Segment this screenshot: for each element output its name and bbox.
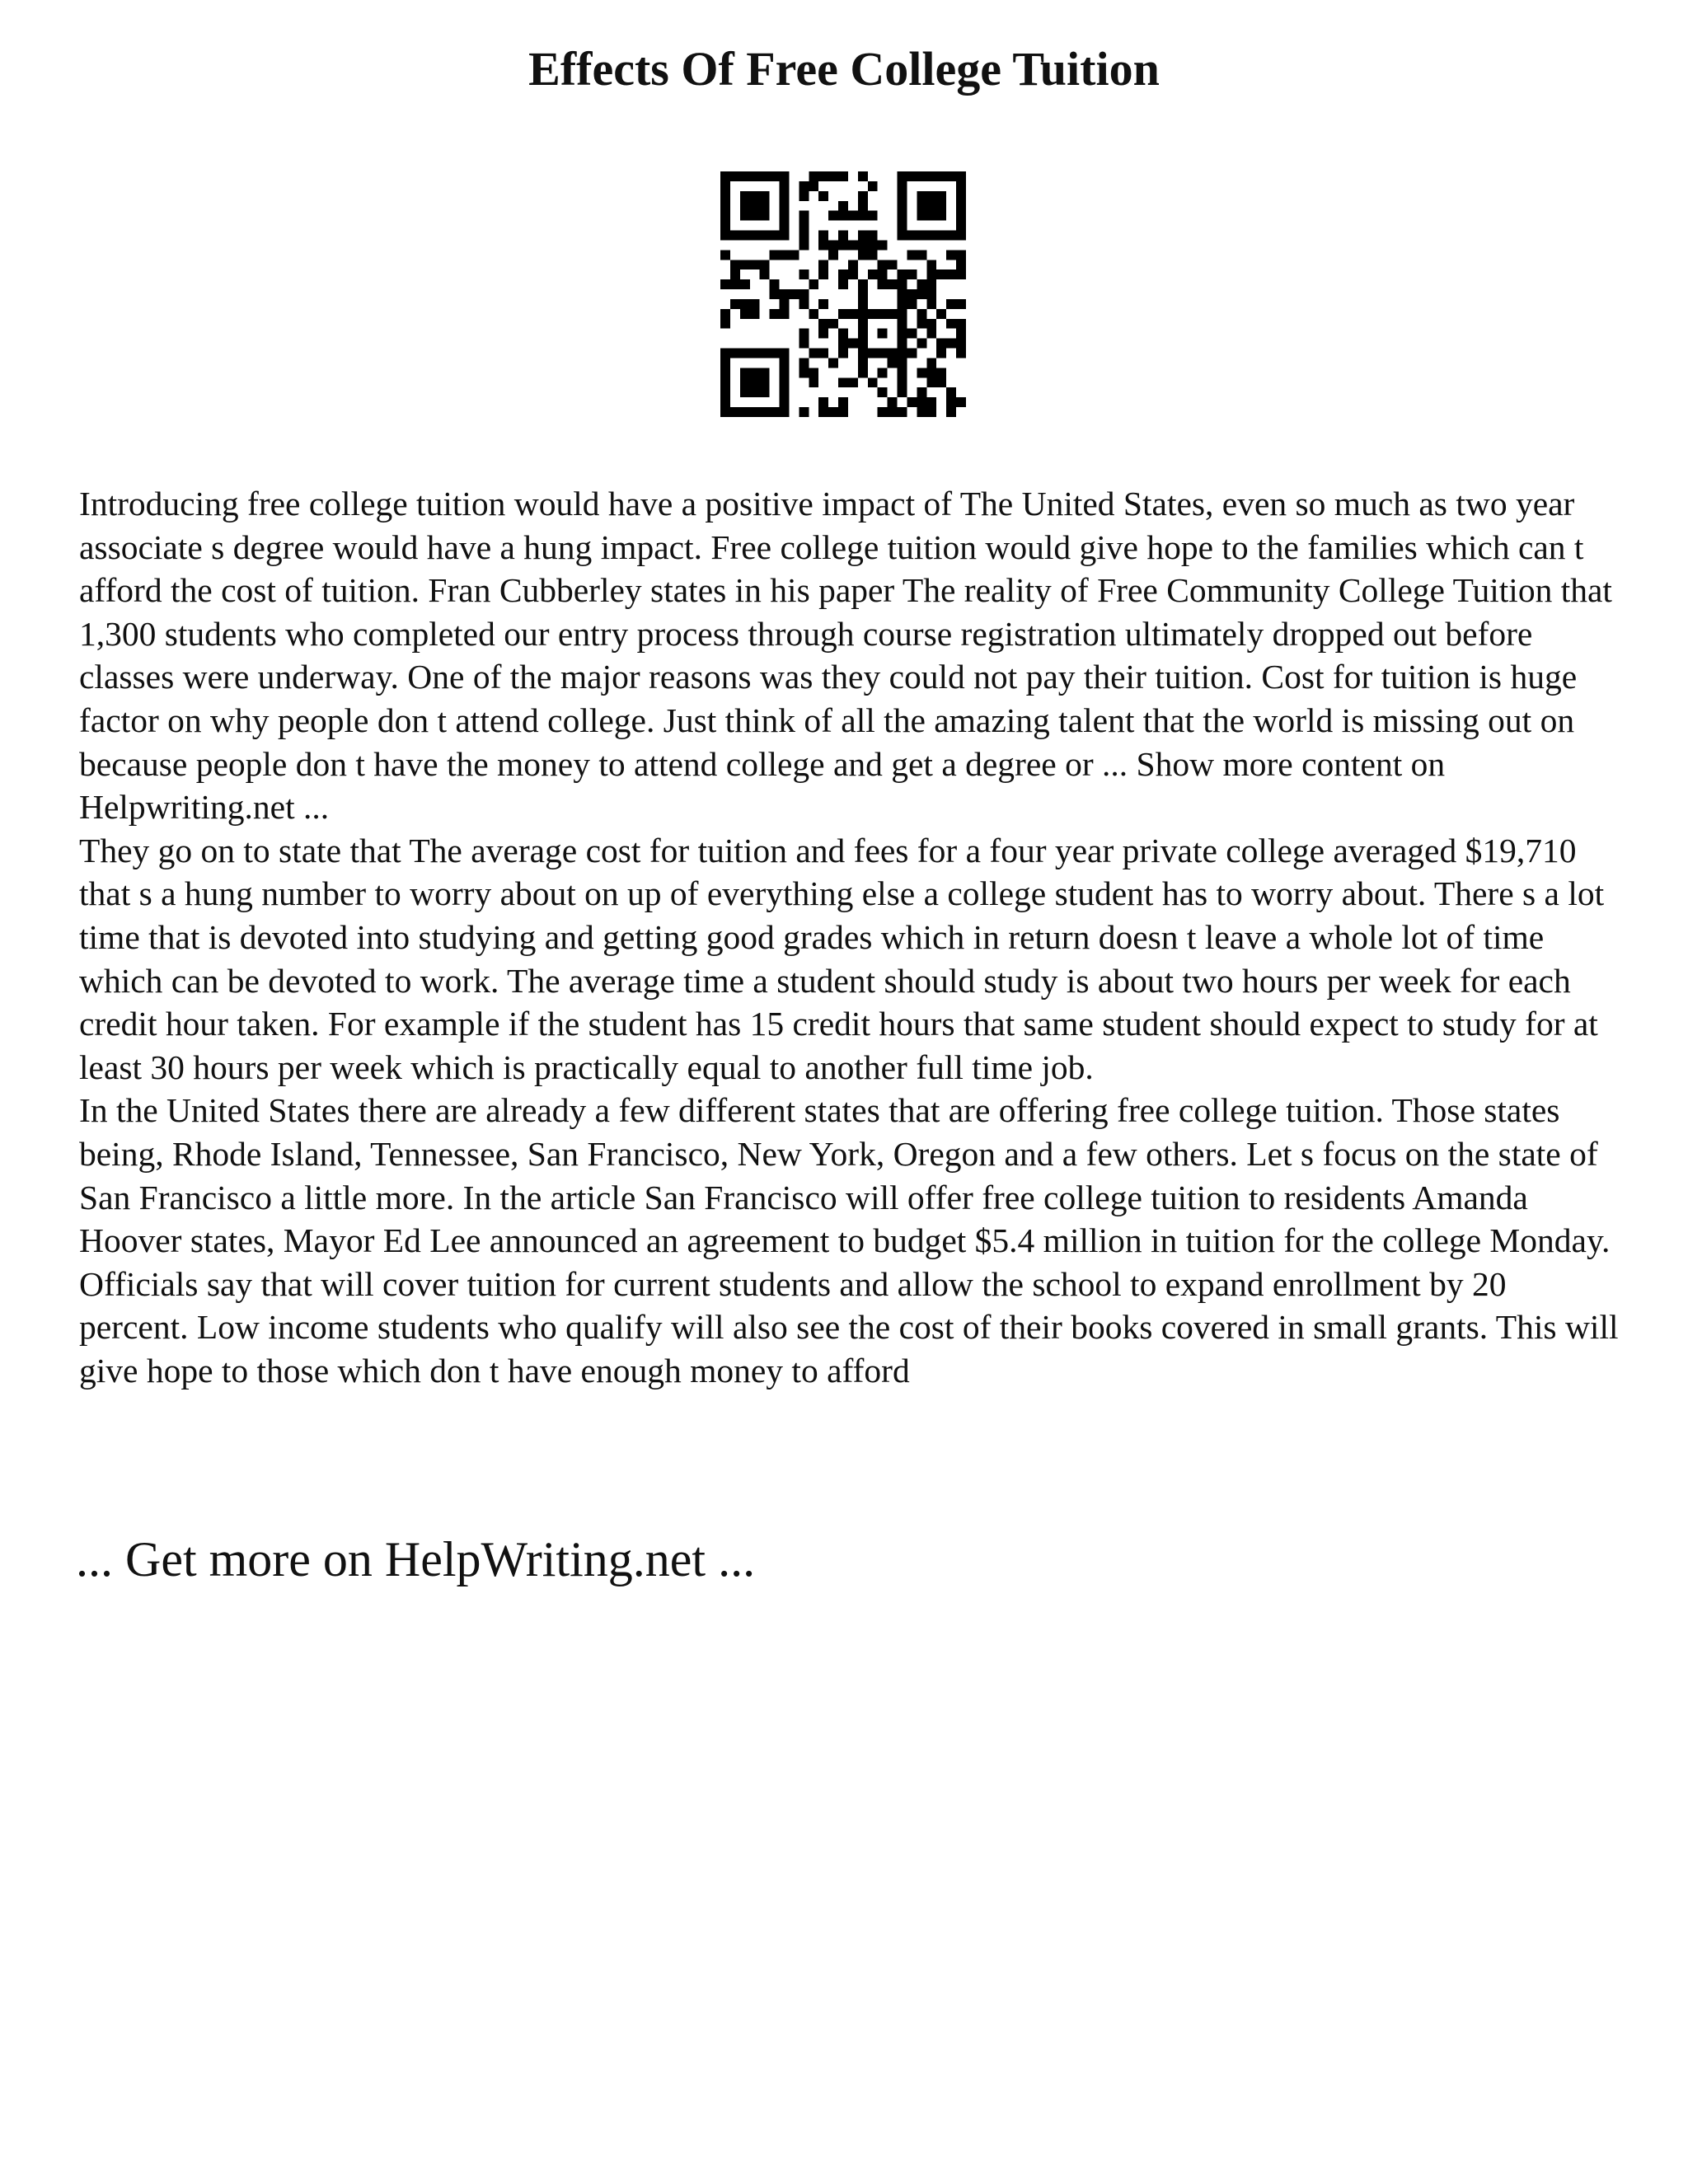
document-title: Effects Of Free College Tuition — [528, 42, 1160, 96]
get-more-link[interactable]: ... Get more on HelpWriting.net ... — [76, 1532, 756, 1586]
body-paragraph-3: In the United States there are already a few different states that are offering free college tuition. Those states being, Rhode Island, Tennessee, San Francisco, New York, Oregon and a few others. Let s focus on the state of San Francisco a little more. In the article San Francisco will offer free college tuition to residents Amanda Hoover states, Mayor Ed Lee announced an agreement to budget $5.4 million in tuition for the college Monday. Officials say that will cover tuition for current students and allow the school to expand enrollment by 20 percent. Low income students who qualify will also see the cost of their books covered in small grants. This will give hope to those which don t have enough money to afford — [79, 1091, 1619, 1390]
qr-code-icon[interactable] — [720, 171, 966, 417]
qr-code-graphic — [720, 171, 966, 417]
body-paragraph-1: Introducing free college tuition would have a positive impact of The United States, even so much as two year associate s degree would have a hung impact. Free college tuition would give hope to the families which can t afford the cost of tuition. Fran Cubberley states in his paper The reality of Free Community College Tuition that 1,300 students who completed our entry process through course registration ultimately dropped out before classes were underway. One of the major reasons was they could not pay their tuition. Cost for tuition is huge factor on why people don t attend college. Just think of all the amazing talent that the world is missing out on because people don t have the money to attend college and get a degree or ... Show more content on Helpwriting.net ... — [79, 485, 1612, 827]
body-paragraph-2: They go on to state that The average cost for tuition and fees for a four year private college averaged $19,710 that s a hung number to worry about on up of everything else a college student has to worry about. There s a lot time that is devoted into studying and getting good grades which in return doesn t leave a whole lot of time which can be devoted to work. The average time a student should study is about two hours per week for each credit hour taken. For example if the student has 15 credit hours that same student should expect to study for at least 30 hours per week which is practically equal to another full time job. — [79, 831, 1605, 1086]
document-body — [79, 482, 1620, 1392]
